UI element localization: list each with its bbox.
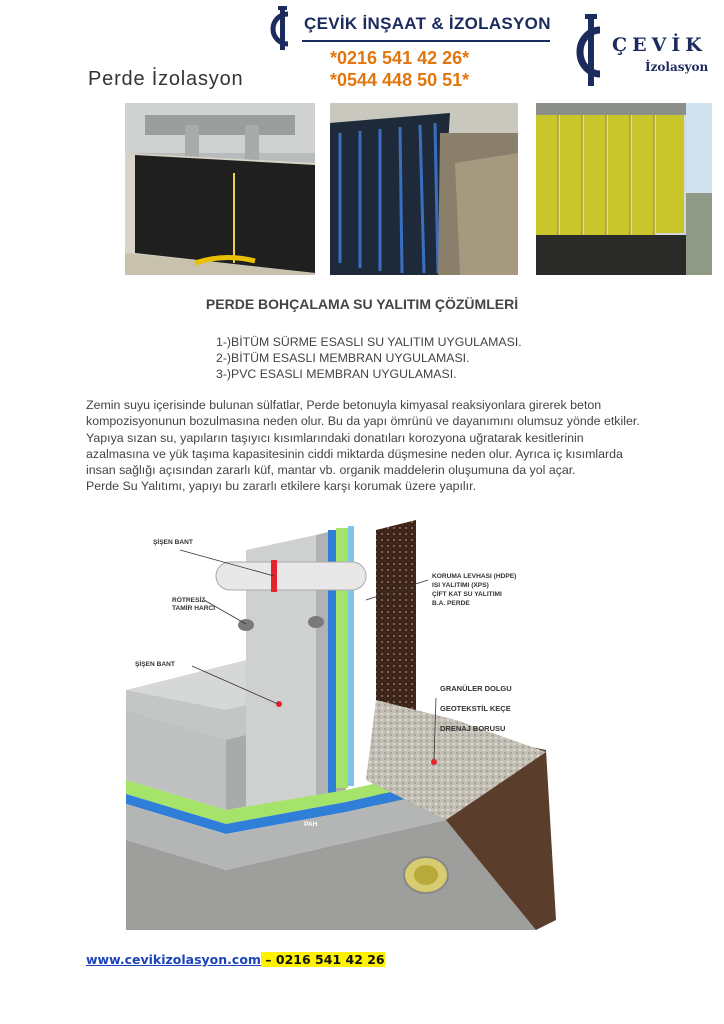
label-tamir-harci: TAMİR HARCI: [172, 605, 216, 612]
method-list: [216, 334, 522, 382]
brand-logo-icon: [568, 14, 612, 88]
company-logo-icon: [266, 6, 300, 52]
website-link[interactable]: www.cevikizolasyon.com: [86, 952, 261, 967]
company-name: ÇEVİK İNŞAAT & İZOLASYON: [304, 14, 551, 33]
label-sisen-bant-top: ŞİŞEN BANT: [153, 539, 193, 546]
phone-number-2[interactable]: *0544 448 50 51*: [330, 70, 470, 90]
label-layer-hdpe: KORUMA LEVHASI (HDPE): [432, 573, 517, 580]
phone-number-1[interactable]: *0216 541 42 26*: [330, 48, 470, 68]
label-geotekstil: GEOTEKSTİL KEÇE: [440, 704, 511, 713]
header-divider: [302, 40, 550, 42]
footer-phone[interactable]: – 0216 541 42 26: [260, 952, 385, 967]
photo-yellow-membrane: [536, 103, 712, 275]
method-item: 1-)BİTÜM SÜRME ESASLI SU YALITIM UYGULAMASI.: [216, 335, 522, 349]
photo-bitumen-wall: [125, 103, 315, 275]
method-item: 2-)BİTÜM ESASLI MEMBRAN UYGULAMASI.: [216, 351, 470, 365]
section-title: PERDE BOHÇALAMA SU YALITIM ÇÖZÜMLERİ: [205, 296, 519, 312]
label-granuler: GRANÜLER DOLGU: [440, 684, 512, 693]
body-text: [86, 397, 646, 495]
label-layer-waterproof: ÇİFT KAT SU YALITIMI: [432, 591, 502, 598]
body-paragraph: Zemin suyu içerisinde bulunan sülfatlar, Perde betonuyla kimyasal reaksiyonlara girerek beton kompozisyonunun bozulmasına neden olur. Bu da yapı ömrünü ve dayanımını olumsuz yönde etkiler. Yapıya sızan su, yapıların taşıyıcı kısımlarındaki donatıları korozyona uğratarak kesitlerinin azalmasına ve yük taşıma kapasitesinin ciddi miktarda düşmesine neden olur. Ayrıca iç kısımlarda insan sağlığı açısından zararlı küf, mantar vb. organik maddelerin oluşumuna da yol açar.: [86, 398, 640, 478]
label-layer-xps: ISI YALITIMI (XPS): [432, 582, 489, 589]
label-sisen-bant-mid: ŞİŞEN BANT: [135, 661, 175, 668]
method-item: 3-)PVC ESASLI MEMBRAN UYGULAMASI.: [216, 367, 457, 381]
label-drenaj: DRENAJ BORUSU: [440, 724, 506, 733]
label-pah: PAH: [304, 821, 318, 828]
label-rotresiz: RÖTRESİZ: [172, 597, 206, 604]
footer: [86, 952, 385, 967]
label-layer-perde: B.A. PERDE: [432, 600, 470, 607]
brand-name: ÇEVİK: [612, 34, 707, 56]
brand-subtitle: İzolasyon: [645, 60, 709, 74]
page-title: Perde İzolasyon: [88, 68, 244, 90]
photo-membrane-trench: [330, 103, 518, 275]
body-closing: Perde Su Yalıtımı, yapıyı bu zararlı etkilere karşı korumak üzere yapılır.: [86, 479, 477, 494]
